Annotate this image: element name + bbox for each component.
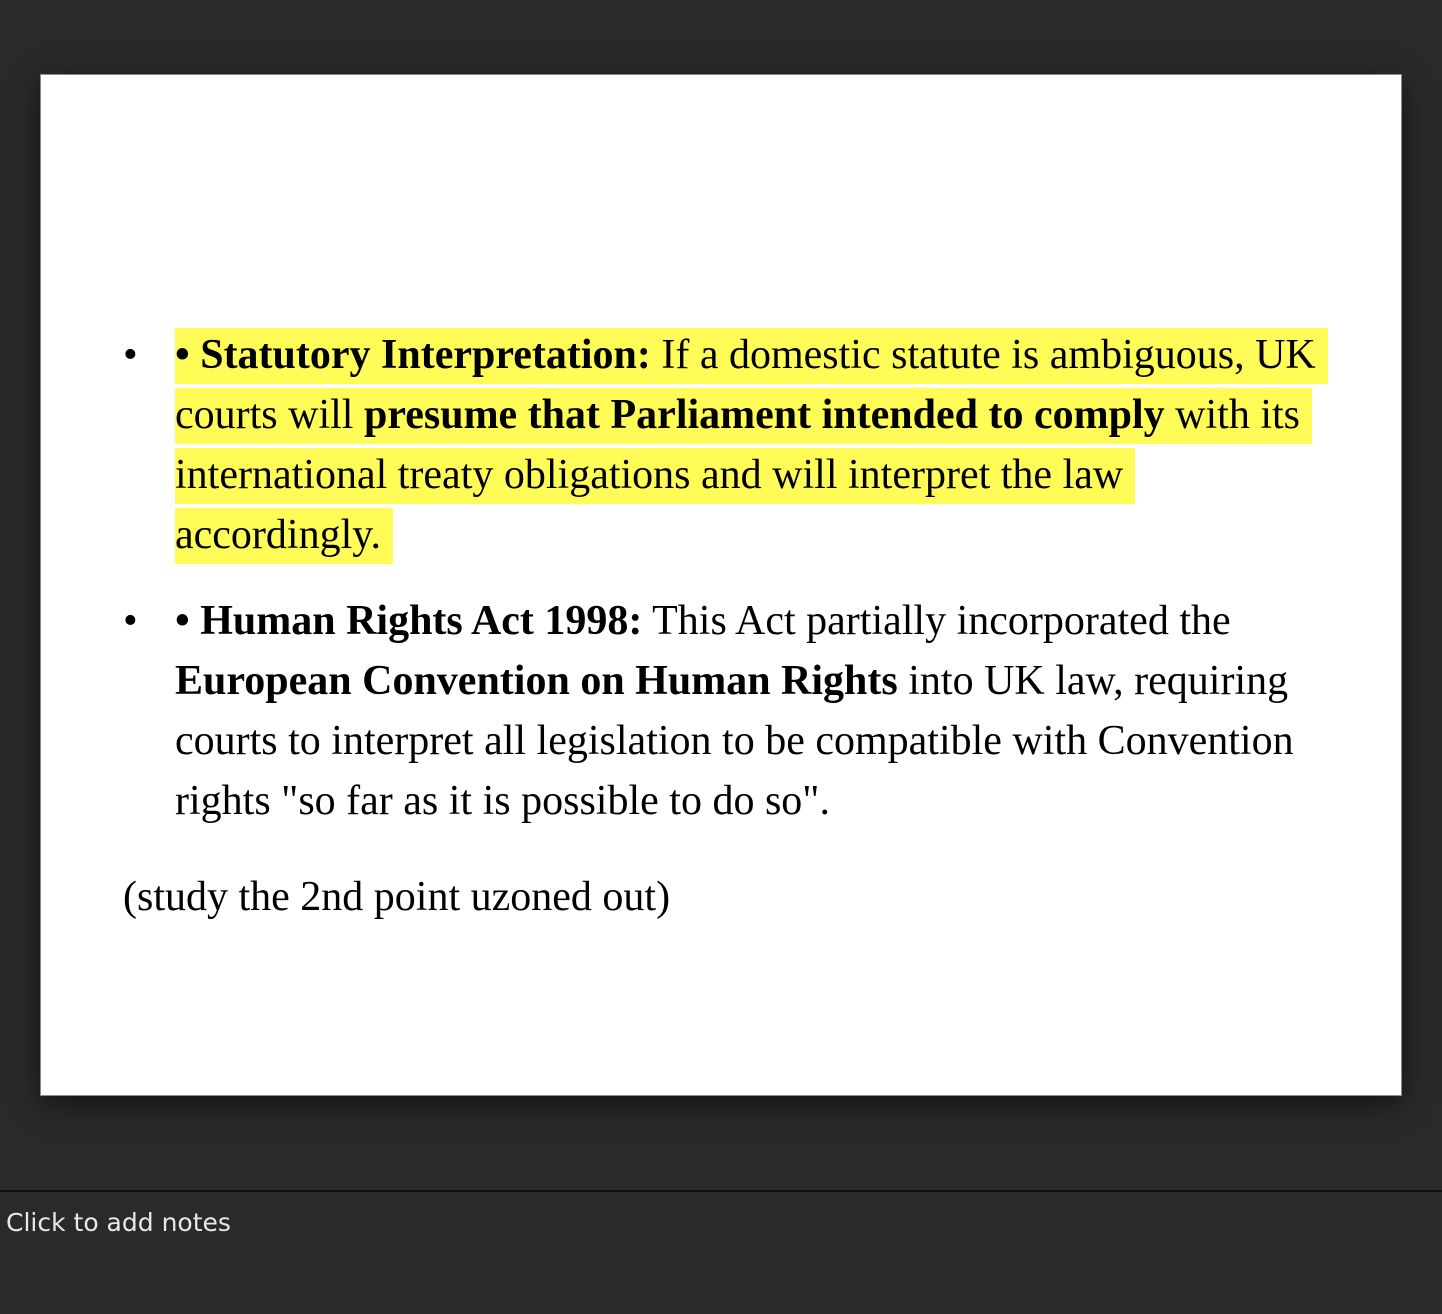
- bullet-text: into UK law, requiring courts to interpret all legislation to be compatible with Convention rights "so far as it is possible to do so".: [175, 658, 1294, 824]
- bullet-text: If a domestic statute is ambiguous, UK courts will: [175, 332, 1316, 438]
- bullet-emphasis: European Convention on Human Rights: [175, 658, 898, 704]
- bullet-heading: • Statutory Interpretation:: [175, 332, 651, 378]
- bullet-marker: •: [123, 598, 138, 644]
- bullet-item-human-rights-act[interactable]: [123, 591, 1323, 831]
- notes-pane[interactable]: [0, 1192, 1442, 1314]
- bullet-list[interactable]: [123, 325, 1323, 857]
- bullet-emphasis: presume that Parliament intended to comply: [363, 392, 1165, 438]
- bullet-marker: •: [123, 332, 138, 378]
- highlighted-text: [175, 328, 1328, 564]
- bullet-heading: • Human Rights Act 1998:: [175, 598, 643, 644]
- notes-placeholder[interactable]: Click to add notes: [6, 1208, 231, 1237]
- slide-canvas[interactable]: [40, 74, 1402, 1096]
- slide-note-line[interactable]: (study the 2nd point uzoned out): [123, 874, 671, 920]
- bullet-text: with its international treaty obligations and will interpret the law accordingly.: [175, 392, 1301, 558]
- bullet-text: This Act partially incorporated the: [642, 598, 1231, 644]
- bullet-item-statutory-interpretation[interactable]: [123, 325, 1323, 565]
